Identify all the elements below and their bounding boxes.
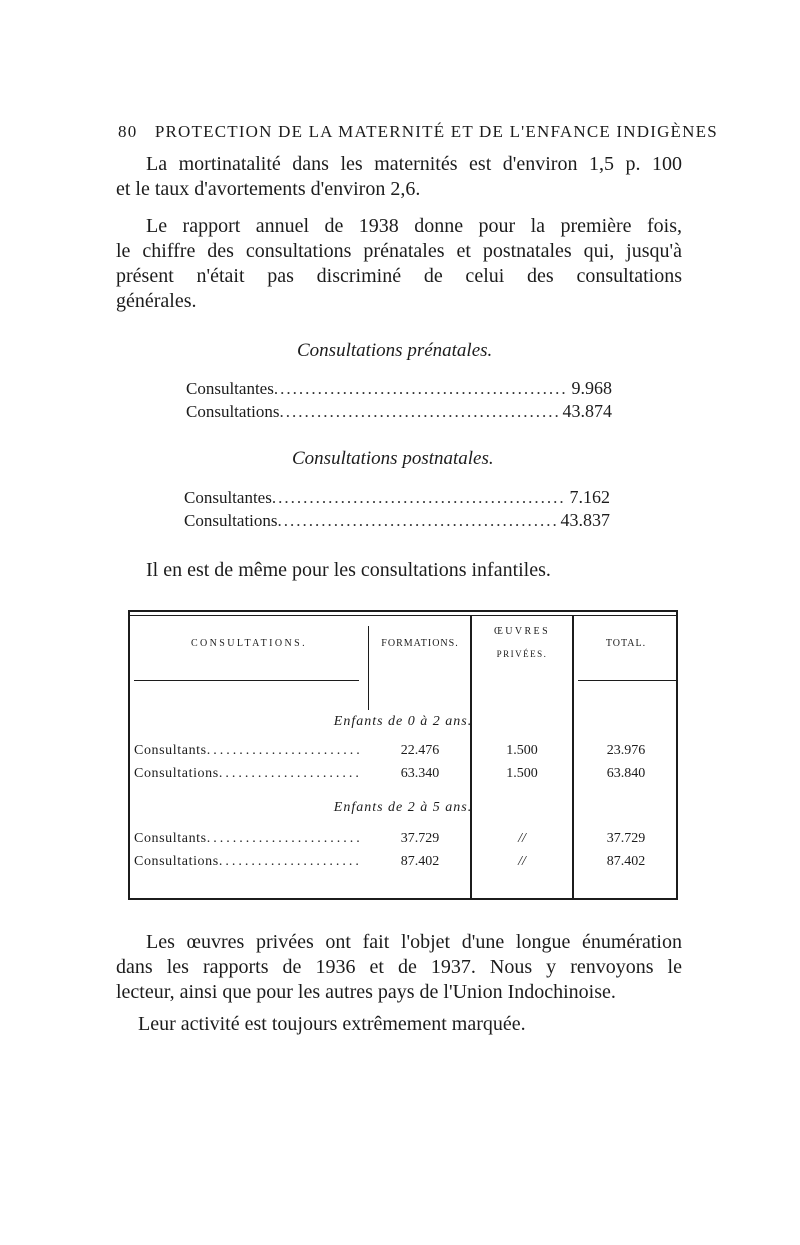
table-row [130,854,676,874]
text-line: lecteur, ainsi que pour les autres pays de l'Union Indochinoise. [116,981,616,1003]
running-title: PROTECTION DE LA MATERNITÉ ET DE L'ENFANCE INDIGÈNES [154,122,718,141]
cell-total: 63.840 [606,766,646,781]
cell-total: 37.729 [606,831,646,846]
leader-dots [219,854,362,870]
text-line: le chiffre des consultations prénatales et postnatales qui, jusqu'à [116,240,682,262]
paragraph-rapport-1938 [116,214,682,314]
row-label: Consultants [134,743,207,758]
cell-oeuvres: 1.500 [506,743,538,758]
paragraph-mortinatalite [116,152,682,202]
row-label: Consultations [186,402,280,421]
cell-total: 23.976 [606,743,646,758]
postnatal-row [184,487,610,511]
paragraph-infantiles [116,558,682,583]
cell-oeuvres: // [518,854,526,869]
leader-dots [272,488,566,508]
row-value: 7.162 [569,487,610,507]
text-line: Leur activité est toujours extrêmement marquée. [138,1013,526,1035]
cell-formations: 63.340 [400,766,440,781]
row-value: 43.837 [560,510,610,530]
cell-formations: 37.729 [400,831,440,846]
cell-total: 87.402 [606,854,646,869]
consultations-table [128,610,678,900]
header-formations: FORMATIONS. [381,638,459,649]
row-label: Consultantes [186,379,274,398]
postnatal-row [184,510,610,534]
prenatal-row [186,378,612,402]
row-label: Consultantes [184,488,272,507]
cell-formations: 87.402 [400,854,440,869]
running-header [118,122,718,142]
row-label: Consultants [134,831,207,846]
leader-dots [278,511,557,531]
leader-dots [274,379,568,399]
text-line: générales. [116,290,197,312]
text-line: Le rapport annuel de 1938 donne pour la première fois, [146,215,682,237]
cell-oeuvres: // [518,831,526,846]
prenatal-title: Consultations prénatales. [297,340,493,361]
cell-formations: 22.476 [400,743,440,758]
text-line: Il en est de même pour les consultations infantiles. [146,559,551,581]
table-row [130,743,676,763]
postnatal-title: Consultations postnatales. [292,448,494,469]
page-number: 80 [118,122,138,141]
text-line: dans les rapports de 1936 et de 1937. Nous y renvoyons le [116,956,682,978]
text-line: présent n'était pas discriminé de celui des consultations [116,265,682,287]
table-row [130,766,676,786]
leader-dots [219,766,362,782]
text-line: La mortinatalité dans les maternités est d'environ 1,5 p. 100 [146,153,682,175]
row-value: 9.968 [571,378,612,398]
header-rule [134,680,359,681]
row-label: Consultations [134,766,219,781]
table-row [130,831,676,851]
header-total: TOTAL. [605,638,647,649]
text-line: et le taux d'avortements d'environ 2,6. [116,178,421,200]
leader-dots [280,402,559,422]
section-0-2-ans: Enfants de 0 à 2 ans. [333,714,473,729]
table-rule [130,615,676,616]
column-rule [368,626,369,710]
header-privees: PRIVÉES. [496,649,548,659]
row-label: Consultations [184,511,278,530]
paragraph-activite [116,1012,682,1037]
text-line: Les œuvres privées ont fait l'objet d'une longue énumération [146,931,682,953]
header-oeuvres: ŒUVRES [493,626,551,637]
section-2-5-ans: Enfants de 2 à 5 ans. [333,800,473,815]
header-rule [578,680,676,681]
leader-dots [207,831,362,847]
header-consultations: CONSULTATIONS. [190,638,308,649]
leader-dots [207,743,362,759]
row-value: 43.874 [562,401,612,421]
row-label: Consultations [134,854,219,869]
paragraph-oeuvres-privees [116,930,682,1005]
prenatal-row [186,401,612,425]
cell-oeuvres: 1.500 [506,766,538,781]
